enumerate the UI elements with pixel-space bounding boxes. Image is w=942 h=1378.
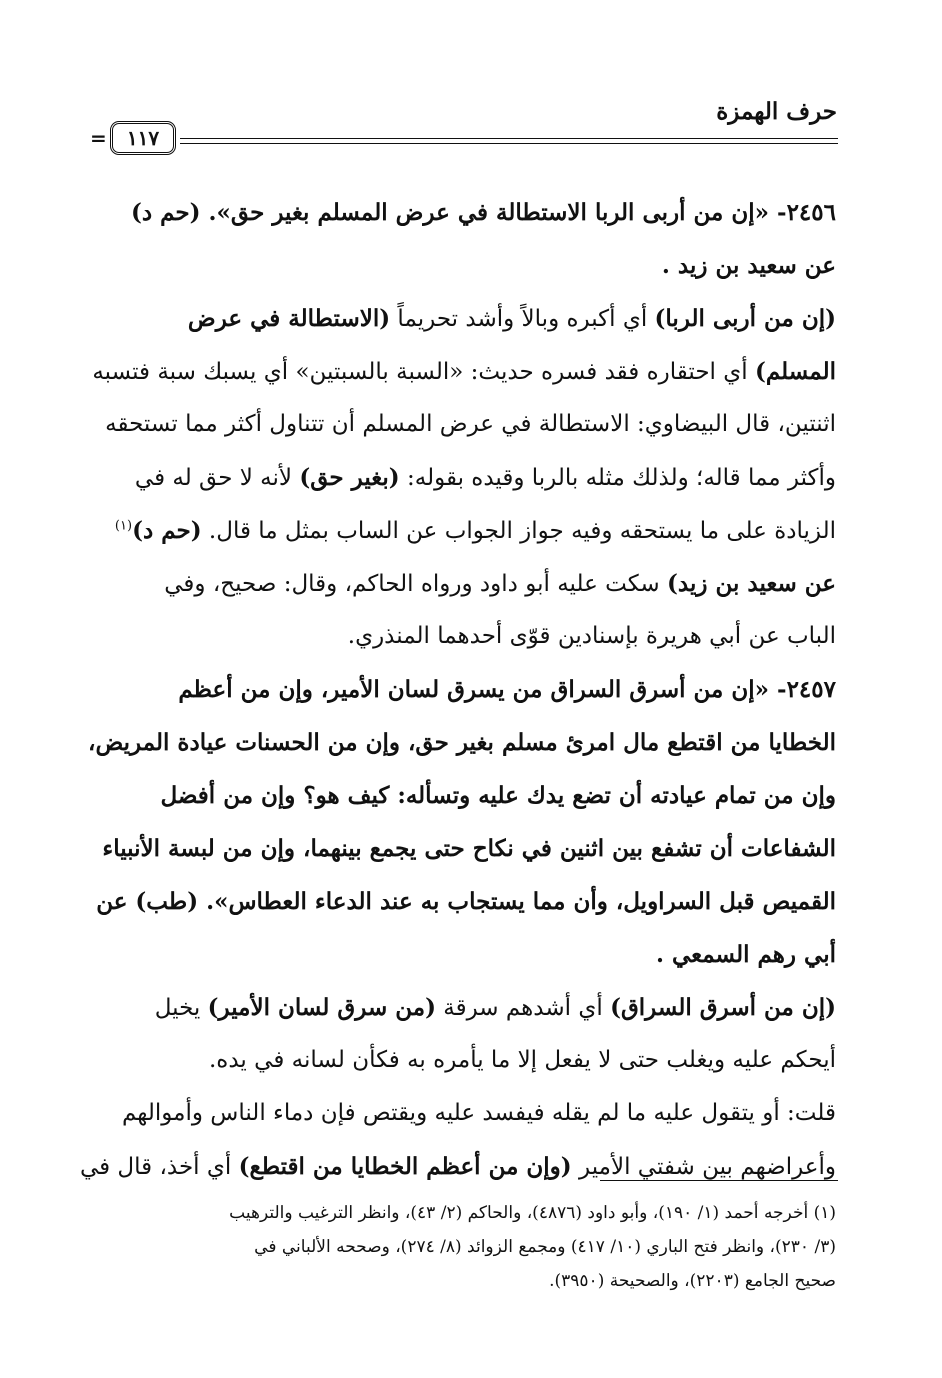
text-line (104, 928, 836, 981)
footnotes (104, 1196, 836, 1298)
text-run: أبي رهم السمعي . (655, 941, 836, 968)
text-run: (الاستطالة في عرض (187, 305, 391, 332)
footnote-line: (١) أخرجه أحمد (١/ ١٩٠)، وأبو داود (٤٨٧٦)، والحاكم (٢/ ٤٣)، وانظر الترغيب والترهيب (229, 1203, 836, 1223)
text-run: وأعراضهم بين شفتي الأمير (571, 1154, 836, 1180)
text-run: المسلم) (754, 358, 836, 385)
text-line (104, 981, 836, 1034)
footnote-line: صحيح الجامع (٢٢٠٣)، والصحيحة (٣٩٥٠). (549, 1271, 836, 1291)
text-run: وإن من تمام عيادته أن تضع يدك عليه وتسأله: كيف هو؟ وإن من أفضل (160, 782, 836, 809)
text-run: ٢٤٥٦- «إن من أربى الربا الاستطالة في عرض المسلم بغير حق». (حم د) (130, 199, 836, 226)
text-run: أي احتقاره فقد فسره حديث: «السبة بالسبتين» أي يسبك سبة فتسبه (92, 359, 755, 385)
text-line (104, 504, 836, 557)
text-run: عن سعيد بن زيد) (666, 570, 836, 597)
text-run: القميص قبل السراويل، وأن مما يستجاب به عند الدعاء العطاس». (طب) عن (96, 888, 836, 915)
footnote-rule (600, 1180, 838, 1181)
text-run: (إن من أربى الربا) (654, 305, 836, 332)
header-rule-top (180, 138, 838, 139)
header-mark: = (90, 126, 107, 150)
text-run: قلت: أو يتقول عليه ما لم يقله فيفسد عليه ويقتص فإن دماء الناس وأموالهم (121, 1100, 836, 1126)
text-run: (إن من أسرق السراق) (610, 994, 836, 1021)
text-run: اثنتين، قال البيضاوي: الاستطالة في عرض المسلم أن تتناول أكثر مما تستحقه (105, 411, 836, 437)
text-run: عن سعيد بن زيد . (661, 252, 836, 279)
text-run: أي أكبره وبالاً وأشد تحريماً (390, 306, 655, 332)
text-line (104, 398, 836, 451)
text-line (104, 663, 836, 716)
text-run: وأكثر مما قاله؛ ولذلك مثله بالربا وقيده بقوله: (399, 465, 836, 491)
text-run: الشفاعات أن تشفع بين اثنين في نكاح حتى يجمع بينهما، وإن من لبسة الأنبياء (102, 835, 836, 862)
text-line (104, 822, 836, 875)
footnote-line: (٣/ ٢٣٠)، وانظر فتح الباري (١٠/ ٤١٧) ومجمع الزوائد (٨/ ٢٧٤)، وصححه الألباني في (254, 1237, 836, 1257)
page-number: ١١٧ (126, 126, 160, 150)
text-line (104, 610, 836, 663)
text-line (104, 1087, 836, 1140)
text-line (104, 186, 836, 239)
footnote-ref: (١) (114, 518, 133, 534)
text-run: ٢٤٥٧- «إن من أسرق السراق من يسرق لسان الأمير، وإن من أعظم (178, 676, 836, 703)
text-run: الزيادة على ما يستحقه وفيه جواز الجواب عن الساب بمثل ما قال. (201, 518, 836, 544)
chapter-header: حرف الهمزة (716, 98, 837, 125)
body-text (79, 186, 836, 1193)
text-run: أي أشدهم سرقة (435, 995, 611, 1021)
text-run: (حم د) (132, 517, 202, 544)
text-line (104, 557, 836, 610)
header-rule-bottom (180, 143, 838, 144)
text-line (79, 1140, 836, 1193)
text-run: (من سرق لسان الأمير) (207, 994, 436, 1021)
text-run: لأنه لا حق له في (134, 465, 300, 491)
text-line (104, 451, 836, 504)
text-line (104, 769, 836, 822)
text-line (104, 1034, 836, 1087)
text-run: الخطايا من اقتطع مال امرئ مسلم بغير حق، وإن من الحسنات عيادة المريض، (88, 729, 836, 756)
text-line (88, 716, 836, 769)
text-run: (وإن من أعظم الخطايا من اقتطع) (238, 1153, 572, 1180)
text-run: أيحكم عليه ويغلب حتى لا يفعل إلا ما يأمره به فكأن لسانه في يده. (209, 1047, 836, 1073)
page-number-box (110, 121, 176, 155)
text-run: الباب عن أبي هريرة بإسنادين قوّى أحدهما المنذري. (347, 623, 836, 649)
text-run: أي أخذ، قال في (79, 1154, 239, 1180)
text-line (92, 345, 836, 398)
text-run: (بغير حق) (299, 464, 400, 491)
text-line (104, 292, 836, 345)
text-run: سكت عليه أبو داود ورواه الحاكم، وقال: صحيح، وفي (164, 571, 667, 597)
text-line (96, 875, 836, 928)
text-run: يخيل (154, 995, 208, 1021)
text-line (104, 239, 836, 292)
